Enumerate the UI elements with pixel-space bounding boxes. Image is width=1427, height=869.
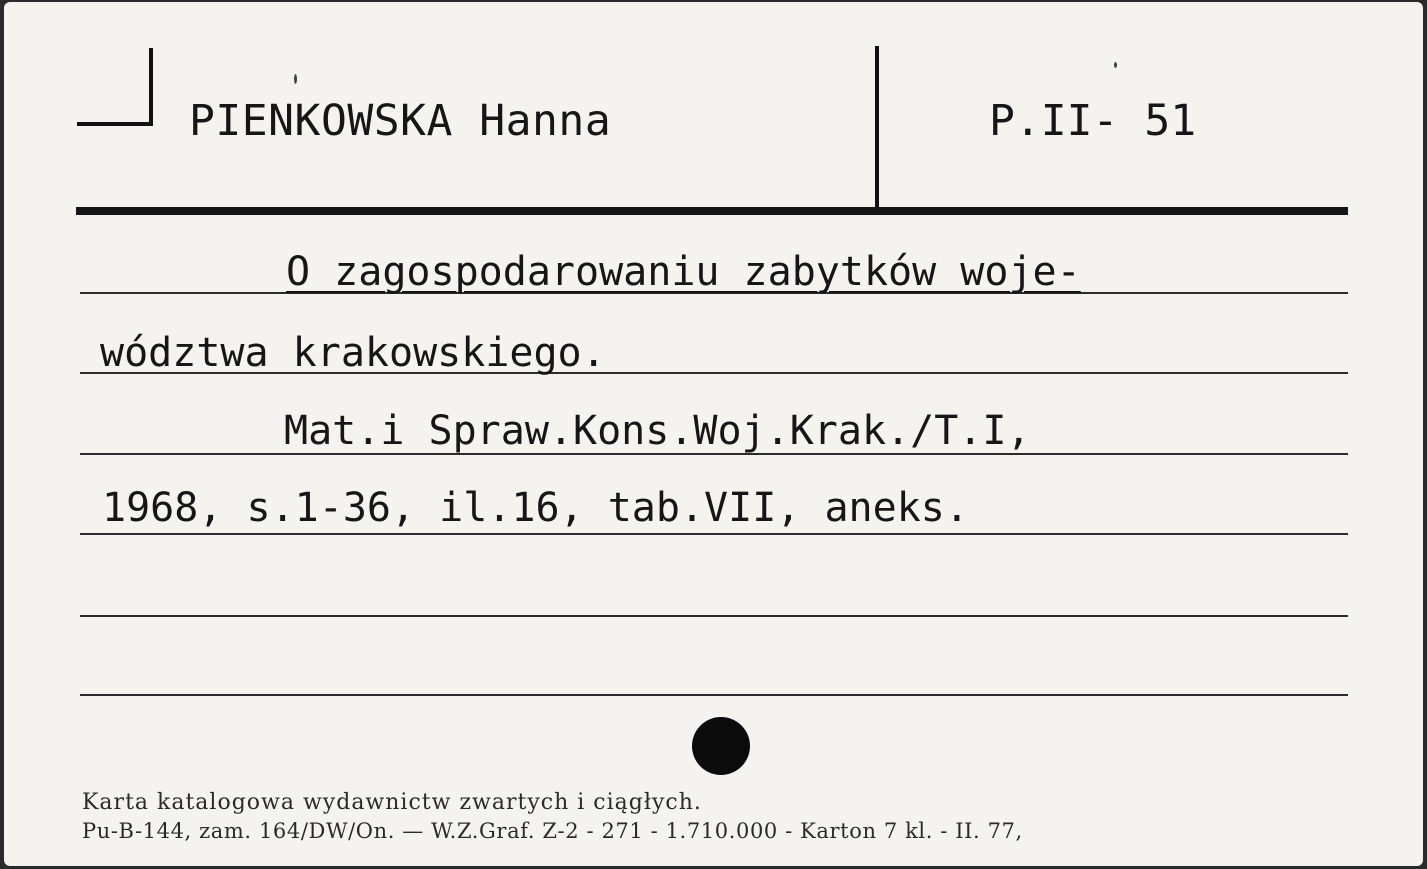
- ink-speck: [1114, 62, 1117, 68]
- ruled-line: [80, 694, 1348, 696]
- title-line-1: O zagospodarowaniu zabytków woje-: [286, 249, 1081, 295]
- title-line-2: wództwa krakowskiego.: [100, 330, 606, 376]
- catalog-card: [4, 2, 1423, 866]
- source-line-2: 1968, s.1-36, il.16, tab.VII, aneks.: [102, 485, 969, 531]
- corner-mark-vertical: [149, 48, 153, 126]
- punch-hole: [692, 717, 750, 775]
- ruled-line: [80, 615, 1348, 617]
- ink-speck: [294, 74, 297, 84]
- header-rule: [76, 207, 1348, 215]
- ruled-line: [80, 533, 1348, 535]
- footer-print-info: Pu-B-144, zam. 164/DW/On. — W.Z.Graf. Z-2 - 271 - 1.710.000 - Karton 7 kl. - II. 77,: [82, 819, 1023, 843]
- shelf-signature: P.II- 51: [989, 96, 1197, 146]
- source-line-1: Mat.i Spraw.Kons.Woj.Krak./T.I,: [284, 408, 1031, 454]
- author-name: PIENKOWSKA Hanna: [189, 96, 612, 146]
- footer-card-type: Karta katalogowa wydawnictw zwartych i ciągłych.: [82, 790, 702, 815]
- corner-mark-horizontal: [77, 122, 153, 126]
- header-divider: [875, 46, 879, 212]
